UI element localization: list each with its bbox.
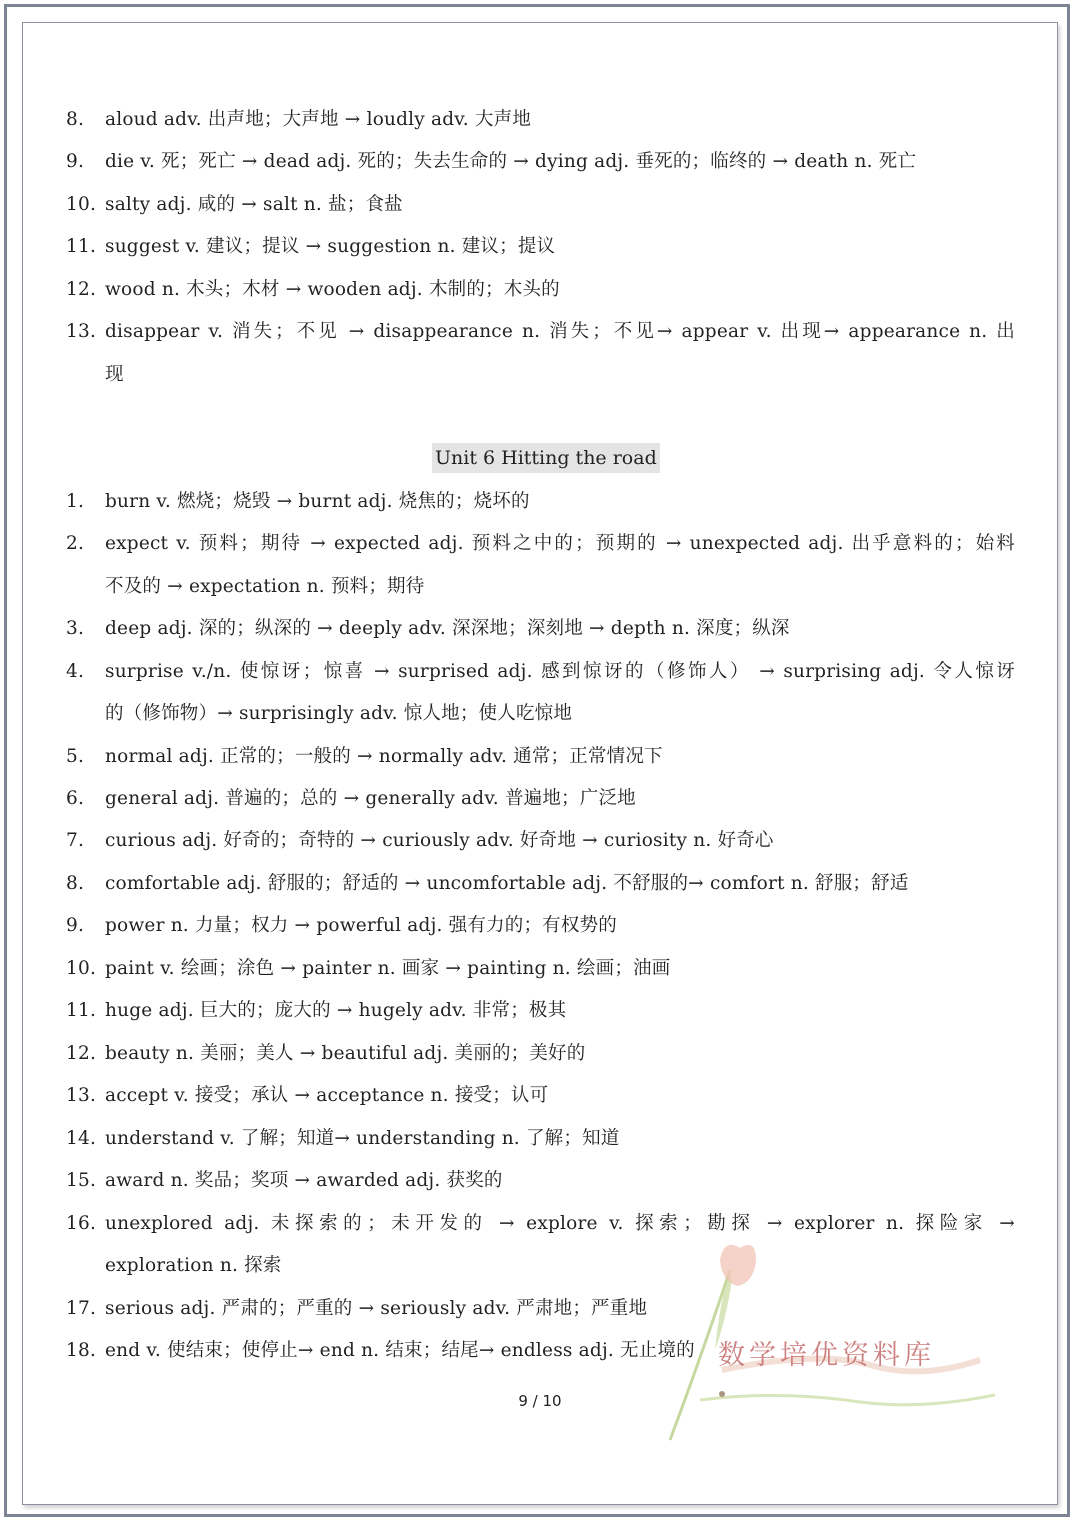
item-text: comfortable adj. 舒服的；舒适的 → uncomfortable adj. 不舒服的→ comfort n. 舒服；舒适 [105, 873, 909, 894]
list-item [0, 905, 1080, 947]
item-number: 1. [66, 491, 85, 512]
item-number: 8. [66, 873, 85, 894]
item-text: paint v. 绘画；涂色 → painter n. 画家 → painting n. 绘画；油画 [105, 958, 671, 979]
item-text: beauty n. 美丽；美人 → beautiful adj. 美丽的；美好的 [105, 1043, 586, 1064]
unit-heading: Unit 6 Hitting the road [432, 443, 660, 473]
list-item [0, 226, 1080, 268]
item-number: 11. [66, 236, 97, 257]
item-text: aloud adv. 出声地；大声地 → loudly adv. 大声地 [105, 109, 532, 130]
item-number: 6. [66, 788, 85, 809]
item-text-continued: exploration n. 探索 [105, 1255, 282, 1276]
item-text: general adj. 普遍的；总的 → generally adv. 普遍地；广泛地 [105, 788, 636, 809]
item-number: 2. [66, 533, 85, 554]
list-item-continuation [0, 354, 1080, 396]
item-text-continued: 不及的 → expectation n. 预料；期待 [105, 576, 425, 597]
list-item [0, 311, 1080, 353]
item-text: suggest v. 建议；提议 → suggestion n. 建议；提议 [105, 236, 556, 257]
item-number: 8. [66, 109, 85, 130]
list-item [0, 269, 1080, 311]
item-text: surprise v./n. 使惊讶；惊喜 → surprised adj. 感到惊讶的（修饰人） → surprising adj. 令人惊讶 [105, 661, 1015, 682]
item-text: award n. 奖品；奖项 → awarded adj. 获奖的 [105, 1170, 503, 1191]
item-number: 5. [66, 746, 85, 767]
item-number: 18. [66, 1340, 97, 1361]
list-item [0, 481, 1080, 523]
item-number: 17. [66, 1298, 97, 1319]
item-number: 9. [66, 915, 85, 936]
list-item-continuation [0, 566, 1080, 608]
list-item [0, 736, 1080, 778]
item-text-continued: 的（修饰物）→ surprisingly adv. 惊人地；使人吃惊地 [105, 703, 573, 724]
item-text: burn v. 燃烧；烧毁 → burnt adj. 烧焦的；烧坏的 [105, 491, 530, 512]
list-item [0, 778, 1080, 820]
item-number: 16. [66, 1213, 97, 1234]
list-item [0, 184, 1080, 226]
list-item [0, 523, 1080, 565]
item-number: 14. [66, 1128, 97, 1149]
item-number: 7. [66, 830, 85, 851]
list-item [0, 608, 1080, 650]
list-item [0, 1118, 1080, 1160]
item-text: expect v. 预料；期待 → expected adj. 预料之中的；预期的 → unexpected adj. 出乎意料的；始料 [105, 533, 1015, 554]
item-text: unexplored adj. 未探索的；未开发的 → explore v. 探索；勘探 → explorer n. 探险家 → [105, 1213, 1015, 1234]
list-item [0, 948, 1080, 990]
item-text: huge adj. 巨大的；庞大的 → hugely adv. 非常；极其 [105, 1000, 567, 1021]
list-item [0, 820, 1080, 862]
item-text: normal adj. 正常的；一般的 → normally adv. 通常；正常情况下 [105, 746, 663, 767]
item-number: 10. [66, 194, 97, 215]
item-number: 9. [66, 151, 85, 172]
list-item [0, 141, 1080, 183]
item-number: 12. [66, 1043, 97, 1064]
item-number: 15. [66, 1170, 97, 1191]
item-text: understand v. 了解；知道→ understanding n. 了解；知道 [105, 1128, 620, 1149]
item-text: power n. 力量；权力 → powerful adj. 强有力的；有权势的 [105, 915, 617, 936]
item-number: 10. [66, 958, 97, 979]
item-number: 13. [66, 321, 97, 342]
list-item [0, 1203, 1080, 1245]
item-text: serious adj. 严肃的；严重的 → seriously adv. 严肃地；严重地 [105, 1298, 648, 1319]
watermark-text: 数学培优资料库 [718, 1340, 935, 1371]
list-item [0, 863, 1080, 905]
list-item [0, 99, 1080, 141]
item-text: die v. 死；死亡 → dead adj. 死的；失去生命的 → dying adj. 垂死的；临终的 → death n. 死亡 [105, 151, 917, 172]
item-text: end v. 使结束；使停止→ end n. 结束；结尾→ endless adj. 无止境的 [105, 1340, 695, 1361]
item-number: 11. [66, 1000, 97, 1021]
list-item [0, 1160, 1080, 1202]
item-number: 13. [66, 1085, 97, 1106]
item-number: 4. [66, 661, 85, 682]
item-number: 3. [66, 618, 85, 639]
list-item [0, 651, 1080, 693]
page-number: 9 / 10 [518, 1392, 562, 1410]
list-item [0, 990, 1080, 1032]
item-text: accept v. 接受；承认 → acceptance n. 接受；认可 [105, 1085, 549, 1106]
list-item-continuation [0, 693, 1080, 735]
item-text: wood n. 木头；木材 → wooden adj. 木制的；木头的 [105, 279, 560, 300]
item-text: salty adj. 咸的 → salt n. 盐；食盐 [105, 194, 403, 215]
item-text: disappear v. 消失；不见 → disappearance n. 消失；不见→ appear v. 出现→ appearance n. 出 [105, 321, 1015, 342]
item-text-continued: 现 [105, 364, 124, 385]
item-text: deep adj. 深的；纵深的 → deeply adv. 深深地；深刻地 → depth n. 深度；纵深 [105, 618, 790, 639]
item-text: curious adj. 好奇的；奇特的 → curiously adv. 好奇地 → curiosity n. 好奇心 [105, 830, 774, 851]
list-item [0, 1075, 1080, 1117]
item-number: 12. [66, 279, 97, 300]
list-item [0, 1033, 1080, 1075]
